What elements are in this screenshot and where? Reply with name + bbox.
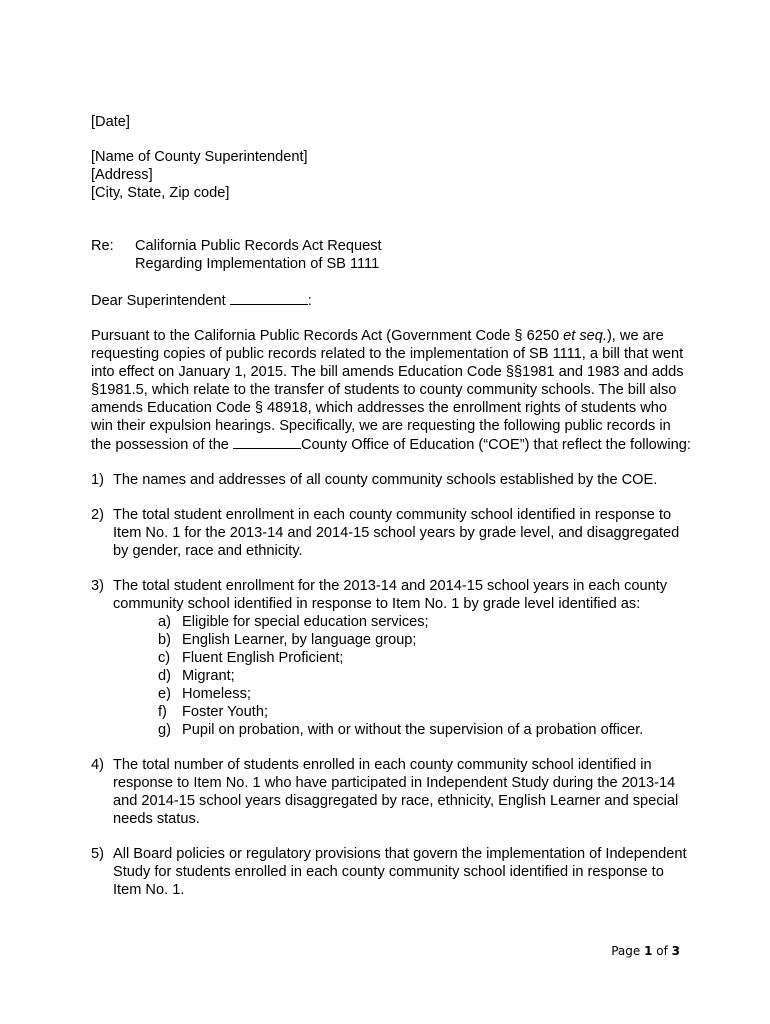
- page-total: 3: [671, 944, 680, 958]
- page-label: Page: [611, 944, 645, 958]
- list-item: [91, 756, 691, 828]
- address-line-name: [Name of County Superintendent]: [91, 149, 308, 165]
- intro-part3: County Office of Education (“COE”) that reflect the following:: [300, 437, 691, 453]
- list-item: [91, 506, 691, 560]
- sub-item-letter: a): [158, 614, 171, 630]
- item-number: 5): [91, 846, 104, 862]
- subject-line-1: California Public Records Act Request: [135, 238, 382, 254]
- salutation-suffix: :: [307, 293, 312, 309]
- subject-line-2: Regarding Implementation of SB 1111: [135, 256, 380, 272]
- sub-item-text: Fluent English Proficient;: [182, 650, 344, 666]
- intro-paragraph: [91, 327, 691, 454]
- county-blank: [233, 435, 301, 449]
- sub-item-letter: g): [158, 722, 171, 738]
- sub-item-text: Migrant;: [182, 668, 235, 684]
- page-of-label: of: [652, 944, 672, 958]
- list-item: [91, 845, 691, 899]
- sub-item-letter: f): [158, 704, 167, 720]
- salutation: [91, 291, 691, 310]
- salutation-blank: [230, 291, 308, 305]
- list-item: [91, 471, 691, 489]
- page-current: 1: [644, 944, 653, 958]
- sub-list-item: [158, 721, 691, 739]
- sub-list-item: [158, 613, 691, 631]
- sub-item-letter: c): [158, 650, 171, 666]
- item-number: 1): [91, 472, 104, 488]
- date-line: [Date]: [91, 114, 130, 130]
- sub-item-letter: d): [158, 668, 171, 684]
- item-number: 3): [91, 578, 104, 594]
- item-text: The total number of students enrolled in each county community school identified in response to Item No. 1 who have participated in Independent Study during the 2013-14 and 2014-15 school years disaggregated by race, ethnicity, English Learner and special needs status.: [113, 757, 679, 827]
- sub-list-item: [158, 649, 691, 667]
- sub-list: [158, 613, 691, 739]
- item-text: The total student enrollment for the 2013-14 and 2014-15 school years in each county community school identified in response to Item No. 1 by grade level identified as:: [113, 578, 668, 612]
- item-number: 4): [91, 757, 104, 773]
- sub-item-letter: e): [158, 686, 171, 702]
- list-item: [91, 577, 691, 739]
- page-number-footer: [611, 942, 680, 960]
- sub-item-text: Pupil on probation, with or without the supervision of a probation officer.: [182, 722, 644, 738]
- address-line-city: [City, State, Zip code]: [91, 185, 230, 201]
- item-text: All Board policies or regulatory provisions that govern the implementation of Independent Study for students enrolled in each county community school identified in response to Item No. 1.: [113, 846, 687, 898]
- subject-block: [91, 237, 691, 273]
- intro-part2: ), we are requesting copies of public records related to the implementation of SB 1111, a bill that went into effect on January 1, 2015. The bill amends Education Code §§1981 and 1983 and adds §1981.5, which relate to the transfer of students to county community schools. The bill also amends Education Code § 48918, which addresses the enrollment rights of students who win their expulsion hearings. Specifically, we are requesting the following public records in the possession of the: [91, 328, 684, 453]
- sub-item-text: Eligible for special education services;: [182, 614, 429, 630]
- sub-item-text: Homeless;: [182, 686, 251, 702]
- sub-list-item: [158, 667, 691, 685]
- item-number: 2): [91, 507, 104, 523]
- sub-list-item: [158, 685, 691, 703]
- item-text: The names and addresses of all county community schools established by the COE.: [113, 472, 658, 488]
- address-line-street: [Address]: [91, 167, 153, 183]
- salutation-prefix: Dear Superintendent: [91, 293, 230, 309]
- intro-part1: Pursuant to the California Public Records Act (Government Code § 6250: [91, 328, 564, 344]
- recipient-address: [91, 148, 691, 202]
- sub-list-item: [158, 631, 691, 649]
- item-text: The total student enrollment in each county community school identified in response to Item No. 1 for the 2013-14 and 2014-15 school years by grade level, and disaggregated by gender, race and ethnicity.: [113, 507, 680, 559]
- sub-item-letter: b): [158, 632, 171, 648]
- request-list: [91, 471, 691, 899]
- sub-list-item: [158, 703, 691, 721]
- intro-italic: et seq.: [563, 328, 607, 344]
- sub-item-text: Foster Youth;: [182, 704, 269, 720]
- sub-item-text: English Learner, by language group;: [182, 632, 417, 648]
- subject-label: Re:: [91, 238, 114, 254]
- letter-page: [91, 113, 691, 916]
